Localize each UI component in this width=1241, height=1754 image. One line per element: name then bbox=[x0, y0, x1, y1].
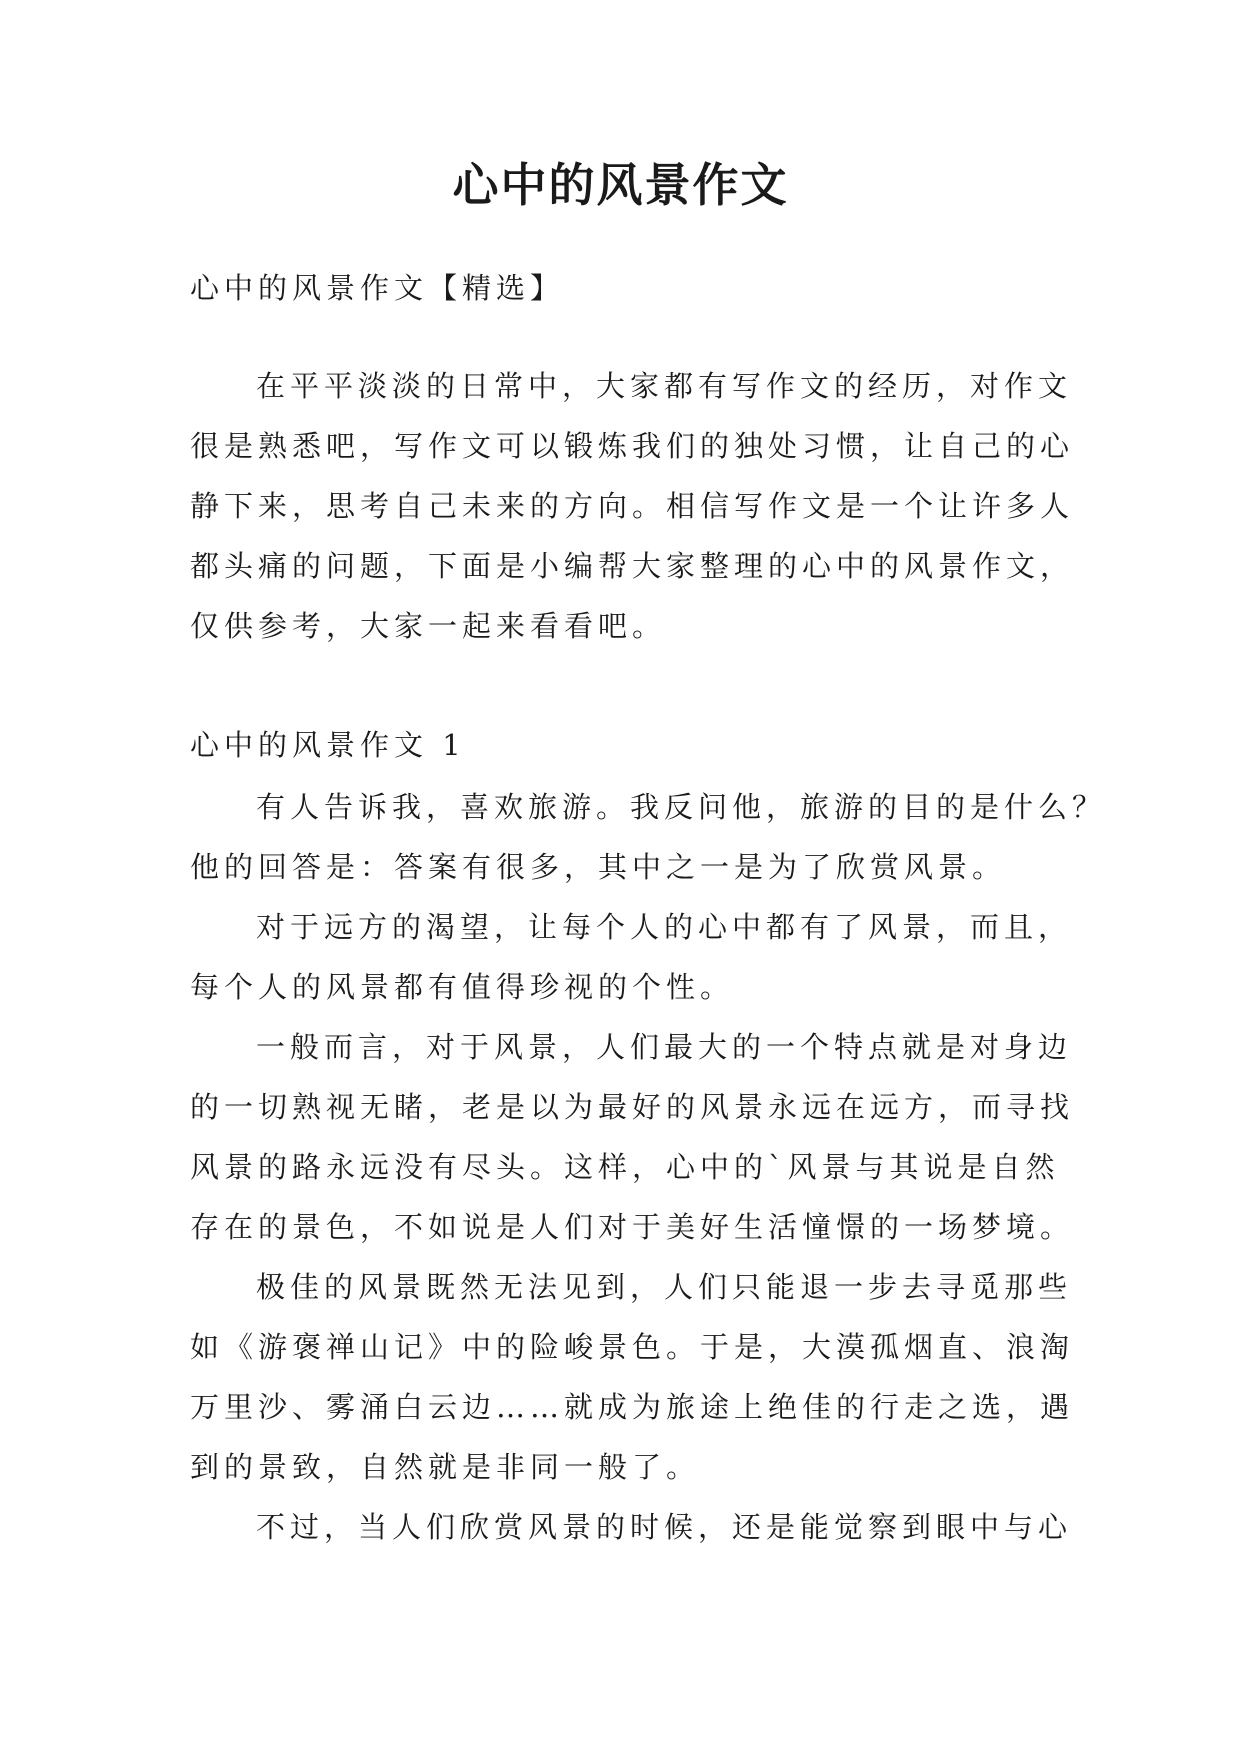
text-line: 在平平淡淡的日常中，大家都有写作文的经历，对作文 bbox=[256, 369, 1073, 403]
text-line: 有人告诉我，喜欢旅游。我反问他，旅游的目的是什么？ bbox=[256, 790, 1107, 824]
text-line: 到的景致，自然就是非同一般了。 bbox=[190, 1450, 701, 1484]
text-line: 如《游褒禅山记》中的险峻景色。于是，大漠孤烟直、浪淘 bbox=[190, 1330, 1075, 1364]
text-line: 都头痛的问题，下面是小编帮大家整理的心中的风景作文， bbox=[190, 549, 1075, 583]
text-line: 他的回答是：答案有很多，其中之一是为了欣赏风景。 bbox=[190, 850, 1007, 884]
text-line: 每个人的风景都有值得珍视的个性。 bbox=[190, 970, 735, 1004]
document-title: 心中的风景作文 bbox=[452, 158, 789, 212]
text-line: 存在的景色，不如说是人们对于美好生活憧憬的一场梦境。 bbox=[190, 1210, 1075, 1244]
text-line: 一般而言，对于风景，人们最大的一个特点就是对身边 bbox=[256, 1030, 1073, 1064]
intro-paragraph bbox=[190, 356, 1075, 656]
text-line: 风景的路永远没有尽头。这样，心中的`风景与其说是自然 bbox=[190, 1150, 1060, 1184]
text-line: 不过，当人们欣赏风景的时候，还是能觉察到眼中与心 bbox=[256, 1510, 1073, 1544]
text-line: 静下来，思考自己未来的方向。相信写作文是一个让许多人 bbox=[190, 489, 1075, 523]
section-heading: 心中的风景作文 1 bbox=[190, 728, 466, 762]
text-line: 的一切熟视无睹，老是以为最好的风景永远在远方，而寻找 bbox=[190, 1090, 1075, 1124]
text-line: 仅供参考，大家一起来看看吧。 bbox=[190, 609, 667, 643]
text-line: 对于远方的渴望，让每个人的心中都有了风景，而且， bbox=[256, 910, 1073, 944]
text-line: 很是熟悉吧，写作文可以锻炼我们的独处习惯，让自己的心 bbox=[190, 429, 1075, 463]
text-line: 极佳的风景既然无法见到，人们只能退一步去寻觅那些 bbox=[256, 1270, 1073, 1304]
document-subtitle: 心中的风景作文【精选】 bbox=[190, 271, 565, 305]
essay-body bbox=[190, 777, 1107, 1557]
text-line: 万里沙、雾涌白云边……就成为旅途上绝佳的行走之选，遇 bbox=[190, 1390, 1075, 1424]
